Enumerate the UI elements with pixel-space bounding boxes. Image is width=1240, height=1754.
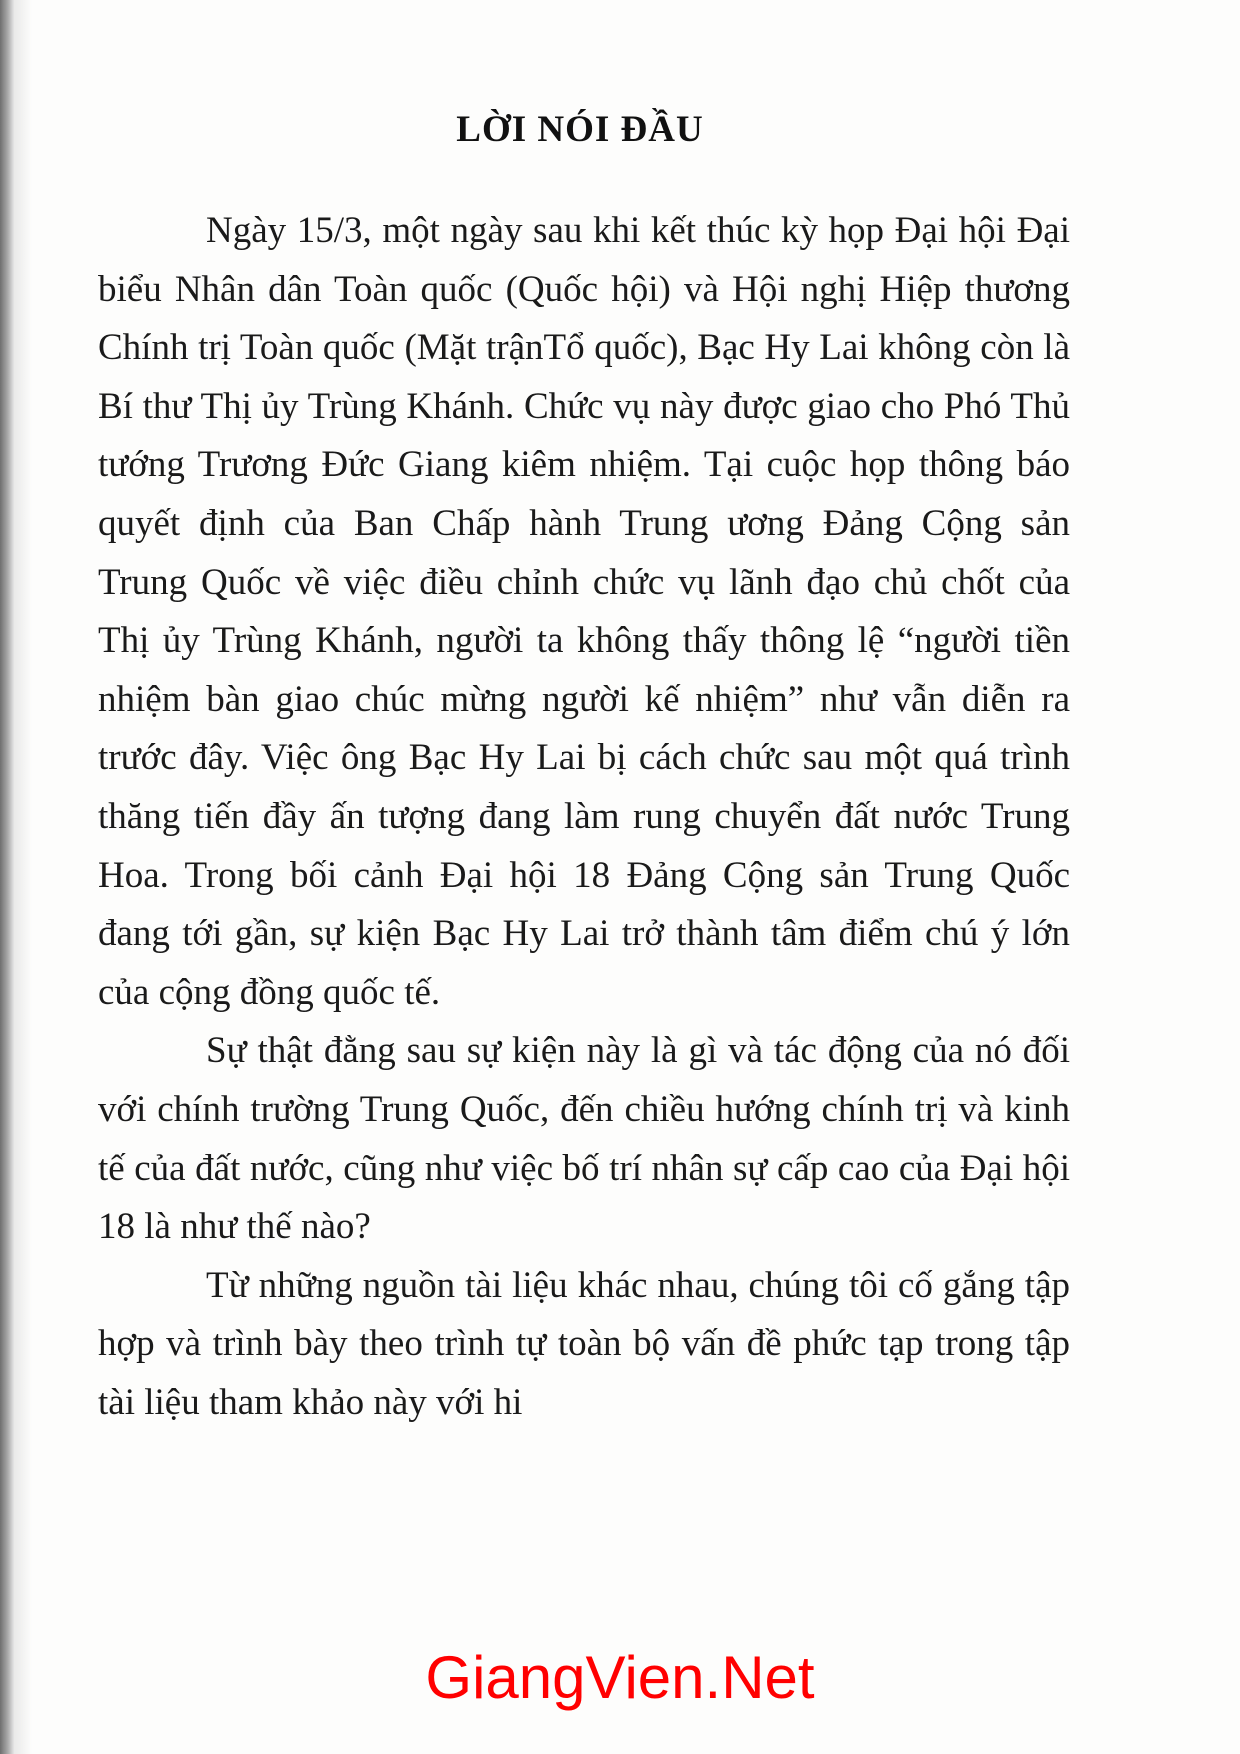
page-title: LỜI NÓI ĐẦU — [456, 109, 704, 150]
paragraph-1: Ngày 15/3, một ngày sau khi kết thúc kỳ họp Đại hội Đại biểu Nhân dân Toàn quốc (Quốc hội) và Hội nghị Hiệp thương Chính trị Toàn quốc (Mặt trậnTổ quốc), Bạc Hy Lai không còn là Bí thư Thị ủy Trùng Khánh. Chức vụ này được giao cho Phó Thủ tướng Trương Đức Giang kiêm nhiệm. Tại cuộc họp thông báo quyết định của Ban Chấp hành Trung ương Đảng Cộng sản Trung Quốc về việc điều chỉnh chức vụ lãnh đạo chủ chốt của Thị ủy Trùng Khánh, người ta không thấy thông lệ “người tiền nhiệm bàn giao chúc mừng người kế nhiệm” như vẫn diễn ra trước đây. Việc ông Bạc Hy Lai bị cách chức sau một quá trình thăng tiến đầy ấn tượng đang làm rung chuyển đất nước Trung Hoa. Trong bối cảnh Đại hội 18 Đảng Cộng sản Trung Quốc đang tới gần, sự kiện Bạc Hy Lai trở thành tâm điểm chú ý lớn của cộng đồng quốc tế. — [98, 210, 1070, 1013]
paragraph-3: Từ những nguồn tài liệu khác nhau, chúng tôi cố gắng tập hợp và trình bày theo trình tự toàn bộ vấn đề phức tạp trong tập tài liệu tham khảo này với hi — [98, 1264, 1070, 1423]
body-text — [98, 202, 1070, 1432]
book-spine-edge — [0, 0, 14, 1754]
watermark-text: GiangVien.Net — [425, 1644, 815, 1711]
spine-shadow — [14, 0, 32, 1754]
paragraph-2: Sự thật đằng sau sự kiện này là gì và tác động của nó đối với chính trường Trung Quốc, đến chiều hướng chính trị và kinh tế của đất nước, cũng như việc bố trí nhân sự cấp cao của Đại hội 18 là như thế nào? — [98, 1030, 1070, 1248]
